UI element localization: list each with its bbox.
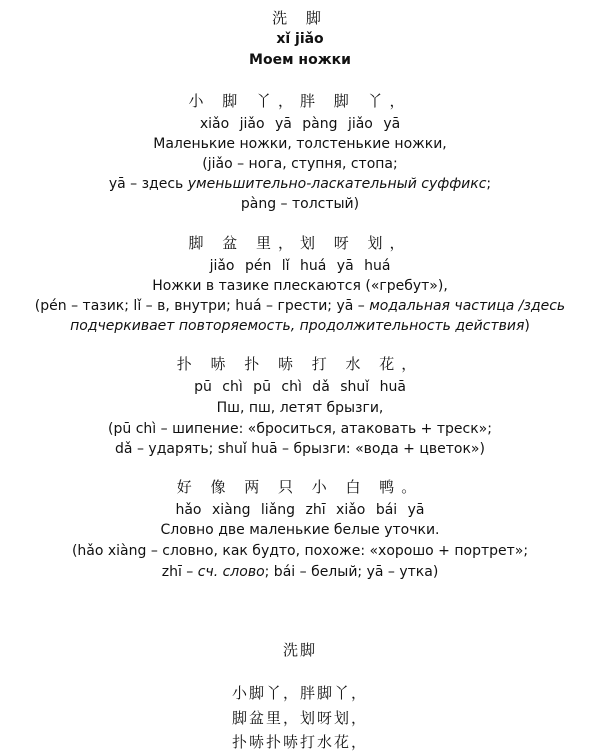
tail-line-2: 脚盆里，划呀划， (231, 709, 368, 727)
stanza-1-pinyin: xiǎo jiǎo yā pàng jiǎo yā (199, 116, 401, 132)
stanza-1-translation: Маленькие ножки, толстенькие ножки, (153, 136, 447, 152)
note-text: pàng – толстый) (240, 196, 360, 212)
stanza-4-pinyin: hǎo xiàng liǎng zhī xiǎo bái yā (175, 502, 425, 518)
note-text: (hǎo xiàng – словно, как будто, похоже: «хорошо + портрет»; (71, 543, 529, 559)
stanza-3-note-2 (0, 439, 600, 459)
stanza-2-note-1 (0, 296, 600, 316)
stanza-3-note-1 (0, 419, 600, 439)
title-pinyin: xǐ jiǎo (276, 31, 324, 47)
note-text: (pū chì – шипение: «броситься, атаковать + треск»; (108, 421, 492, 437)
stanza-4-hanzi: 好 像 两 只 小 白 鸭。 (176, 478, 424, 496)
stanza-4-note-1 (0, 541, 600, 561)
note-text: yā – здесь (108, 176, 188, 192)
note-text: ; (486, 176, 492, 192)
stanza-2-translation: Ножки в тазике плескаются («гребут»), (152, 278, 448, 294)
stanza-3-hanzi: 扑 哧 扑 哧 打 水 花， (176, 355, 424, 373)
note-text: ; bái – белый; yā – утка) (264, 564, 439, 580)
stanza-2-note-2 (0, 316, 600, 336)
tail-line-1: 小脚丫，胖脚丫， (231, 684, 368, 702)
note-text-italic: сч. слово (197, 564, 265, 580)
title-russian: Моем ножки (249, 52, 351, 68)
title-hanzi: 洗 脚 (272, 9, 328, 27)
stanza-1-note-3 (0, 194, 600, 214)
stanza-1-hanzi: 小 脚 丫，胖 脚 丫， (188, 92, 412, 110)
tail-title: 洗脚 (282, 641, 317, 659)
stanza-3-pinyin: pū chì pū chì dǎ shuǐ huā (194, 379, 406, 395)
note-text-italic: модальная частица /здесь (369, 298, 566, 314)
stanza-2-hanzi: 脚 盆 里，划 呀 划， (188, 234, 412, 252)
note-text: (pén – тазик; lǐ – в, внутри; huá – грести; yā – (34, 298, 370, 314)
note-text: dǎ – ударять; shuǐ huā – брызги: «вода + цветок») (115, 441, 485, 457)
stanza-4-note-2 (0, 562, 600, 582)
note-text: zhī – (161, 564, 198, 580)
note-text-italic: уменьшительно-ласкательный суффикс (187, 176, 487, 192)
stanza-1-note-2 (0, 174, 600, 194)
stanza-1-note-1 (0, 154, 600, 174)
note-text-italic: подчеркивает повторяемость, продолжительность действия (70, 318, 525, 334)
tail-line-3: 扑哧扑哧打水花， (231, 733, 368, 751)
stanza-3-translation: Пш, пш, летят брызги, (216, 400, 384, 416)
note-text: ) (524, 318, 530, 334)
stanza-4-translation: Словно две маленькие белые уточки. (160, 522, 440, 538)
stanza-2-pinyin: jiǎo pén lǐ huá yā huá (209, 258, 391, 274)
note-text: (jiǎo – нога, ступня, стопа; (202, 156, 398, 172)
